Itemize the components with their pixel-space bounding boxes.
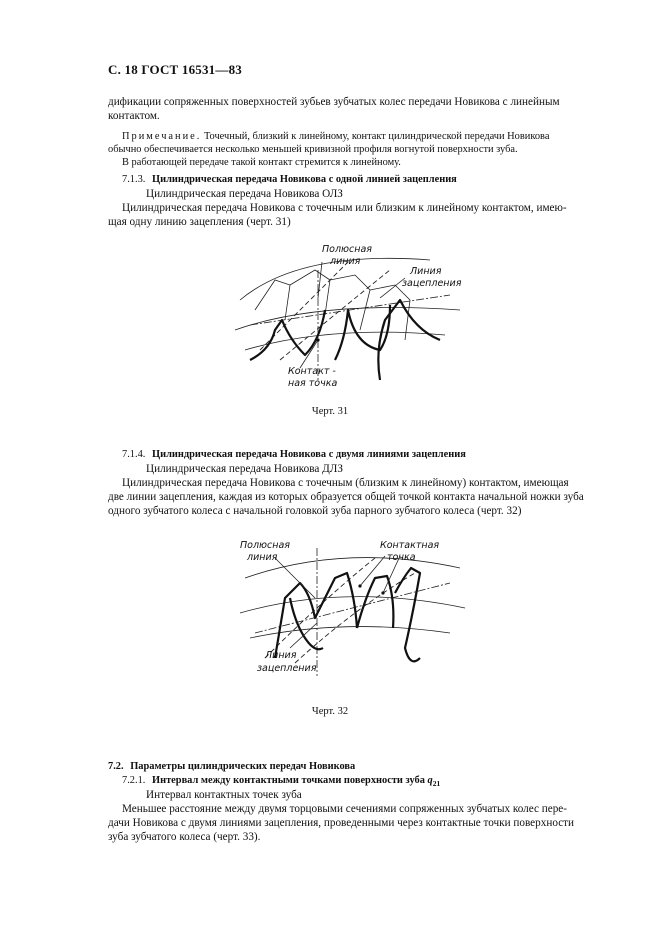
section-title: Цилиндрическая передача Новикова с двумя линиями зацепления bbox=[152, 449, 466, 460]
page-header: С. 18 ГОСТ 16531—83 bbox=[108, 62, 242, 77]
label-contact-point-1: Контактная bbox=[380, 540, 440, 551]
section-7-2-heading bbox=[108, 760, 355, 773]
section-7-1-3-def-1: Цилиндрическая передача Новикова с точечным или близким к линейному контактом, имею- bbox=[122, 202, 567, 214]
tooth-profile-lower bbox=[275, 573, 357, 658]
note-text-1: Точечный, близкий к линейному, контакт цилиндрической передачи Новикова bbox=[203, 131, 550, 142]
tooth-profile-upper bbox=[378, 300, 440, 380]
section-number: 7.2.1. bbox=[122, 775, 146, 786]
note-line-3: В работающей передаче такой контакт стремится к линейному. bbox=[122, 157, 401, 168]
intro-line-1: дификации сопряженных поверхностей зубьев зубчатых колес передачи Новикова с линейным bbox=[108, 96, 560, 108]
label-pole-line-2: линия bbox=[330, 256, 361, 267]
tooth-profile-lower bbox=[250, 310, 325, 360]
note-line-2: обычно обеспечивается несколько меньшей кривизной профиля вогнутой поверхности зуба. bbox=[108, 144, 518, 155]
section-title: Интервал между контактными точками поверхности зуба bbox=[152, 775, 425, 786]
tooth-outline bbox=[290, 270, 330, 315]
section-7-1-3-short: Цилиндрическая передача Новикова ОЛЗ bbox=[146, 188, 343, 200]
leader-line bbox=[290, 623, 317, 648]
tooth-profile-upper bbox=[395, 568, 420, 661]
section-title: Параметры цилиндрических передач Новикова bbox=[130, 761, 356, 772]
label-pole-line-1: Полюсная bbox=[240, 540, 290, 551]
contact-point-marker bbox=[381, 591, 384, 594]
intro-line-2: контактом. bbox=[108, 110, 160, 122]
label-contact-point-2: точка bbox=[387, 552, 416, 563]
section-7-1-3-heading bbox=[122, 173, 457, 186]
label-contact-point-2: ная точка bbox=[288, 378, 338, 389]
symbol-subscript: 21 bbox=[432, 779, 441, 789]
symbol-q: q bbox=[427, 775, 433, 786]
section-number: 7.1.4. bbox=[122, 449, 146, 460]
tooth-profile-upper bbox=[290, 598, 323, 649]
label-mesh-line-2: зацепления bbox=[257, 663, 317, 674]
section-7-2-1-def-3: зуба зубчатого колеса (черт. 33). bbox=[108, 831, 261, 843]
section-number: 7.2. bbox=[108, 761, 124, 772]
section-7-1-4-def-2: две линии зацепления, каждая из которых образуется общей точкой контакта начальной ножки зуба bbox=[108, 491, 584, 503]
label-pole-line-2: линия bbox=[247, 552, 278, 563]
section-7-1-3-def-2: щая одну линию зацепления (черт. 31) bbox=[108, 216, 291, 228]
section-7-2-1-def-1: Меньшее расстояние между двумя торцовыми сечениями сопряженных зубчатых колес пере- bbox=[122, 803, 567, 815]
section-number: 7.1.3. bbox=[122, 174, 146, 185]
section-7-1-4-short: Цилиндрическая передача Новикова ДЛЗ bbox=[146, 463, 343, 475]
section-7-2-1-def-2: дачи Новикова с двумя линиями зацепления, проведенными через контактные точки поверхности bbox=[108, 817, 575, 829]
label-mesh-line-1: Линия bbox=[265, 650, 297, 661]
note-label: Примечание. bbox=[122, 131, 202, 142]
label-mesh-line-2: зацепления bbox=[402, 278, 462, 289]
contact-point-marker bbox=[316, 338, 319, 341]
tooth-profile-lower bbox=[357, 576, 393, 628]
figure-32-drawing bbox=[235, 538, 470, 683]
section-7-1-4-def-1: Цилиндрическая передача Новикова с точечным (близким к линейному) контактом, имеющая bbox=[122, 477, 569, 489]
section-7-1-4-heading bbox=[122, 448, 466, 461]
label-mesh-line-1: Линия bbox=[410, 266, 442, 277]
section-7-2-1-short: Интервал контактных точек зуба bbox=[146, 789, 302, 801]
label-contact-point-1: Контакт - bbox=[288, 366, 336, 377]
note-line-1 bbox=[108, 130, 584, 143]
figure-32-caption: Черт. 32 bbox=[311, 706, 349, 717]
contact-point-marker bbox=[358, 584, 361, 587]
leader-line bbox=[318, 262, 322, 298]
section-7-1-4-def-3: одного зубчатого колеса с начальной головкой зуба парного зубчатого колеса (черт. 32) bbox=[108, 505, 522, 517]
label-pole-line-1: Полюсная bbox=[322, 244, 372, 255]
figure-31-caption: Черт. 31 bbox=[311, 406, 349, 417]
section-title: Цилиндрическая передача Новикова с одной линией зацепления bbox=[152, 174, 457, 185]
figure-31-drawing bbox=[230, 240, 470, 400]
leader-line bbox=[275, 558, 315, 598]
